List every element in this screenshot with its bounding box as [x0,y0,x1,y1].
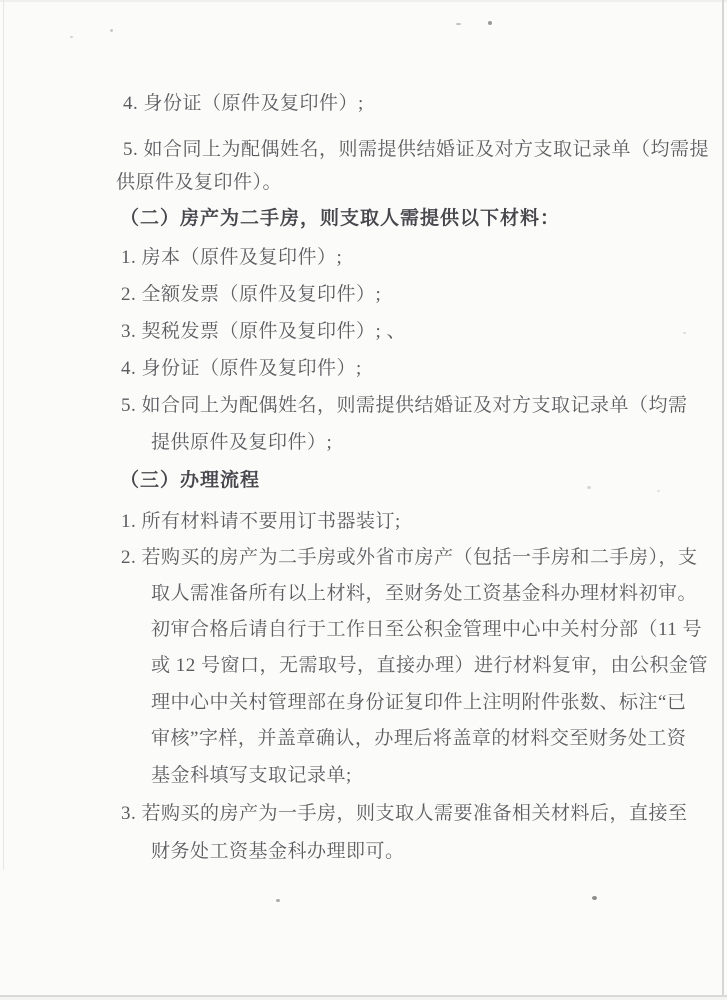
doc-line-item: 5. 如合同上为配偶姓名，则需提供结婚证及对方支取记录单（均需 [121,395,688,416]
doc-line-continuation: 初审合格后请自行于工作日至公积金管理中心中关村分部（11 号 [151,619,703,640]
scan-edge-top [0,0,727,2]
scan-speckle [70,36,73,38]
doc-line-continuation: 财务处工资基金科办理即可。 [151,841,405,862]
doc-line-item: 1. 房本（原件及复印件）; [121,247,343,268]
scan-speckle [587,486,591,489]
scan-speckle [683,332,686,334]
doc-line-item: 3. 若购买的房产为一手房，则支取人需要准备相关材料后，直接至 [121,803,688,824]
doc-line-continuation: 基金科填写支取记录单; [151,765,352,786]
doc-line-continuation: 提供原件及复印件）; [151,432,333,453]
scan-speckle [110,29,113,32]
doc-line-continuation: 或 12 号窗口，无需取号，直接办理）进行材料复审，由公积金管 [151,655,709,676]
doc-line-item: 3. 契税发票（原件及复印件）; 、 [121,321,407,342]
doc-line-continuation: 理中心中关村管理部在身份证复印件上注明附件张数、标注“已 [151,692,687,713]
doc-line-item: 4. 身份证（原件及复印件）; [121,358,362,379]
doc-line-item: 2. 若购买的房产为二手房或外省市房产（包括一手房和二手房），支 [121,547,698,568]
doc-line-item: 5. 如合同上为配偶姓名，则需提供结婚证及对方支取记录单（均需提 [123,139,710,160]
scan-speckle [488,21,492,25]
doc-line-item: 2. 全额发票（原件及复印件）; [121,284,382,305]
scan-speckle [592,896,597,900]
doc-line-continuation: 取人需准备所有以上材料，至财务处工资基金科办理材料初审。 [151,583,698,604]
scan-speckle [657,490,660,492]
doc-line-continuation: 审核”字样，并盖章确认，办理后将盖章的材料交至财务处工资 [151,728,687,749]
doc-line-item: 1. 所有材料请不要用订书器装订; [121,511,401,532]
section-heading-2: （二）房产为二手房，则支取人需提供以下材料： [120,208,561,229]
scan-speckle [456,23,461,25]
scan-speckle [276,899,280,902]
doc-line-item: 4. 身份证（原件及复印件）; [123,93,364,114]
scan-edge-left [3,0,4,870]
section-heading-3: （三）办理流程 [120,470,261,491]
doc-line-continuation: 供原件及复印件）。 [116,172,283,193]
scan-edge-right [722,0,724,1000]
